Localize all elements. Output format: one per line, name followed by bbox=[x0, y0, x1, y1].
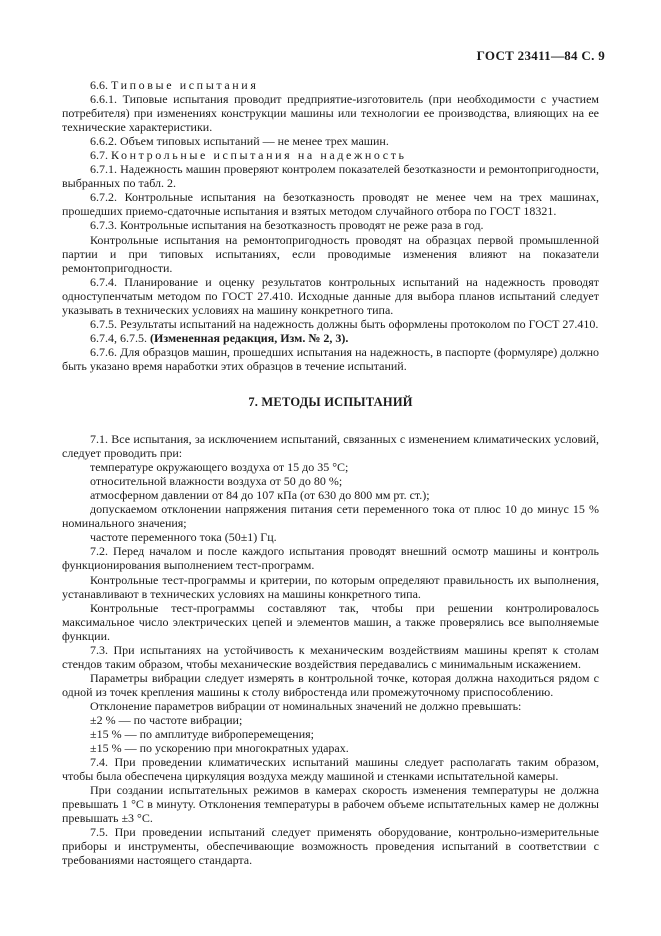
paragraph: 7.2. Перед началом и после каждого испытания проводят внешний осмотр машины и контроль функционирования выполнением тест-программ. bbox=[62, 544, 599, 573]
paragraph: 6.7.4. Планирование и оценку результатов контрольных испытаний на надежность проводят одноступенчатым методом по ГОСТ 27.410. Исходные данные для выбора планов испытаний следует указывать в технических условиях на машину конкретного типа. bbox=[62, 274, 599, 317]
paragraph: 7.1. Все испытания, за исключением испытаний, связанных с изменением климатических условий, следует проводить при: bbox=[62, 432, 599, 461]
page-header: ГОСТ 23411—84 С. 9 bbox=[476, 48, 605, 63]
paragraph: Отклонение параметров вибрации от номинальных значений не должно превышать: bbox=[90, 698, 522, 713]
paragraph: Контрольные тест-программы составляют так, чтобы при решении контролировалось максимальное число электрических цепей и элементов машин, а также проверялись все выполняемые функции. bbox=[62, 600, 599, 643]
list-item: атмосферном давлении от 84 до 107 кПа (от 630 до 800 мм рт. ст.); bbox=[90, 488, 430, 503]
paragraph: 6.6.2. Объем типовых испытаний — не менее трех машин. bbox=[90, 134, 389, 149]
list-item: температуре окружающего воздуха от 15 до 35 °С; bbox=[90, 460, 349, 475]
list-item: ±2 % — по частоте вибрации; bbox=[90, 712, 243, 727]
heading-6-7: 6.7. Контрольные испытания на надежность bbox=[90, 148, 407, 163]
paragraph: 6.7.1. Надежность машин проверяют контролем показателей безотказности и ремонтопригодности, выбранных по табл. 2. bbox=[62, 162, 599, 191]
paragraph: 7.3. При испытаниях на устойчивость к механическим воздействиям машины крепят к столам стендов таким образом, чтобы механические воздействия передавались с минимальным искажением. bbox=[62, 642, 599, 671]
document-body bbox=[62, 78, 599, 867]
paragraph: 7.5. При проведении испытаний следует применять оборудование, контрольно-измерительные приборы и инструменты, обеспечивающие возможность проведения испытаний в соответствии с требованиями настоящего стандарта. bbox=[62, 825, 599, 868]
list-item: ±15 % — по ускорению при многократных ударах. bbox=[90, 741, 349, 756]
list-item: относительной влажности воздуха от 50 до 80 %; bbox=[90, 474, 343, 489]
paragraph: 6.7.3. Контрольные испытания на безотказность проводят не реже раза в год. bbox=[90, 218, 484, 233]
paragraph: При создании испытательных режимов в камерах скорость изменения температуры не должна превышать 1 °С в минуту. Отклонения температуры в рабочем объеме испытательных камер не должны превышать ±3 °С. bbox=[62, 783, 599, 826]
list-item: допускаемом отклонении напряжения питания сети переменного тока от плюс 10 до минус 15 % номинального значения; bbox=[62, 502, 599, 531]
heading-6-6: 6.6. Типовые испытания bbox=[90, 78, 259, 92]
list-item: частоте переменного тока (50±1) Гц. bbox=[90, 530, 277, 545]
list-item: ±15 % — по амплитуде виброперемещения; bbox=[90, 727, 314, 742]
paragraph: Параметры вибрации следует измерять в контрольной точке, которая должна находиться рядом с одной из точек крепления машины к столу вибростенда или промежуточному приспособлению. bbox=[62, 670, 599, 699]
paragraph: 6.7.2. Контрольные испытания на безотказность проводят не менее чем на трех машинах, прошедших приемо-сдаточные испытания и взятых методом случайного отбора по ГОСТ 18321. bbox=[62, 190, 599, 219]
section-title: 7. МЕТОДЫ ИСПЫТАНИЙ bbox=[248, 394, 413, 409]
paragraph: Контрольные тест-программы и критерии, по которым определяют правильность их выполнения, устанавливают в технических условиях на машины конкретного типа. bbox=[62, 572, 599, 601]
paragraph: Контрольные испытания на ремонтопригодность проводят на образцах первой промышленной партии и при типовых испытаниях, если проводимые изменения влияют на показатели ремонтопригодности. bbox=[62, 232, 599, 275]
paragraph: 6.7.6. Для образцов машин, прошедших испытания на надежность, в паспорте (формуляре) должно быть указано время наработки этих образцов в течение испытаний. bbox=[62, 344, 599, 373]
paragraph: 7.4. При проведении климатических испытаний машины следует располагать таким образом, чтобы была обеспечена циркуляция воздуха между машиной и стенками испытательной камеры. bbox=[62, 755, 599, 784]
amendment-note: 6.7.4, 6.7.5. (Измененная редакция, Изм. № 2, 3). bbox=[90, 330, 349, 345]
paragraph: 6.7.5. Результаты испытаний на надежность должны быть оформлены протоколом по ГОСТ 27.410. bbox=[90, 316, 599, 331]
paragraph: 6.6.1. Типовые испытания проводит предприятие-изготовитель (при необходимости с участием потребителя) при изменениях конструкции машины или технологии ее производства, влияющих на ее технические характеристики. bbox=[62, 92, 599, 135]
